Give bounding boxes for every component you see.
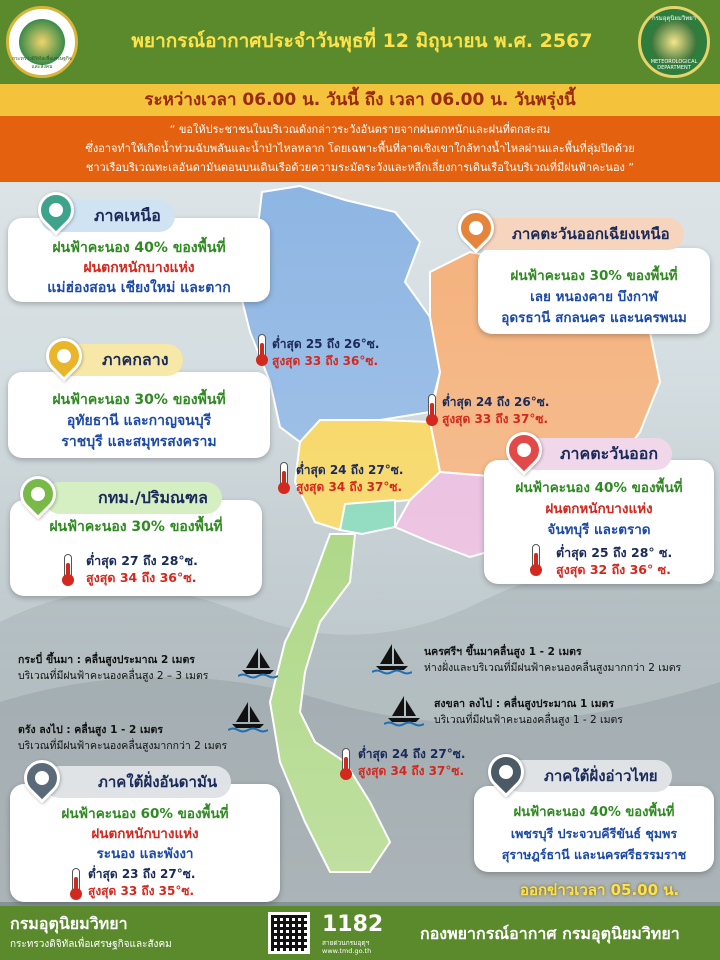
sea-krabi (18, 652, 208, 684)
east-heavy-rain: ฝนตกหนักบางแห่ง (545, 501, 653, 517)
central-temp-high: สูงสุด 34 ถึง 37°ซ. (296, 480, 403, 494)
bangkok-temperature (86, 552, 198, 586)
footer-division: กองพยากรณ์อากาศ กรมอุตุนิยมวิทยา (420, 924, 680, 943)
sea-krabi-title: กระบี่ ขึ้นมา : คลื่นสูงประมาณ 2 เมตร (18, 654, 195, 666)
south-west-rain: ฝนฟ้าคะนอง 60% ของพื้นที่ (61, 806, 229, 822)
thermometer-icon (342, 748, 350, 776)
south-west-temp-high: สูงสุด 33 ถึง 35°ซ. (88, 884, 195, 898)
northeast-temp-high: สูงสุด 33 ถึง 37°ซ. (442, 412, 549, 426)
sailboat-icon (228, 700, 268, 734)
south-east-areas-2: สุราษฎร์ธานี และนครศรีธรรมราช (501, 847, 687, 862)
sailboat-icon (372, 642, 412, 676)
warning-notice (0, 116, 720, 182)
east-areas: จันทบุรี และตราด (547, 522, 651, 538)
north-areas: แม่ฮ่องสอน เชียงใหม่ และตาก (47, 280, 231, 296)
sea-krabi-detail: บริเวณที่มีฝนฟ้าคะนองคลื่นสูง 2 – 3 เมตร (18, 670, 209, 682)
hotline-caption (322, 939, 371, 955)
thermometer-icon (428, 394, 436, 422)
hotline-caption-1: สายด่วนกรมอุตุฯ (322, 939, 370, 947)
thermometer-icon (532, 544, 540, 572)
northeast-areas-1: เลย หนองคาย บึงกาฬ (530, 289, 658, 305)
north-temperature (272, 336, 379, 370)
east-rain: ฝนฟ้าคะนอง 40% ของพื้นที่ (515, 480, 683, 496)
south-east-label: ภาคใต้ฝั่งอ่าวไทย (504, 760, 672, 792)
hotline-website[interactable]: www.tmd.go.th (322, 947, 372, 955)
warning-line-3: ชาวเรือบริเวณทะเลอันดามันตอนบนเดินเรือด้วยความระมัดระวังและหลีกเลี่ยงการเดินเรือในบริเวณที่มีฝนฟ้าคะนอง ” (85, 161, 635, 174)
south-west-temperature (88, 866, 195, 900)
ministry-logo-label: กระทรวงดิจิทัลเพื่อเศรษฐกิจและสังคม (12, 56, 72, 70)
footer-bar (0, 906, 720, 960)
hotline-number: 1182 (322, 912, 384, 937)
sailboat-icon (384, 694, 424, 728)
south-west-temp-low: ต่ำสุด 23 ถึง 27°ซ. (88, 867, 196, 881)
northeast-temp-low: ต่ำสุด 24 ถึง 26°ซ. (442, 395, 550, 409)
bangkok-rain: ฝนฟ้าคะนอง 30% ของพื้นที่ (49, 519, 223, 535)
qr-code-icon[interactable] (268, 912, 310, 954)
bangkok-temp-high: สูงสุด 34 ถึง 36°ซ. (86, 570, 197, 585)
header-bar (0, 0, 720, 84)
footer-ministry: กระทรวงดิจิทัลเพื่อเศรษฐกิจและสังคม (10, 939, 172, 950)
north-temp-high: สูงสุด 33 ถึง 36°ซ. (272, 354, 379, 368)
footer-department: กรมอุตุนิยมวิทยา (10, 914, 128, 933)
thermometer-icon (72, 868, 80, 896)
south-east-card (474, 786, 714, 872)
bangkok-label: กทม./ปริมณฑล (44, 482, 222, 514)
bangkok-temp-low: ต่ำสุด 27 ถึง 28°ซ. (86, 553, 198, 568)
thermometer-icon (280, 462, 288, 490)
tmd-logo-label: METEOROLOGICAL DEPARTMENT (650, 59, 698, 71)
sea-songkhla (434, 696, 623, 728)
south-west-areas: ระนอง และพังงา (96, 846, 194, 862)
thermometer-icon (64, 554, 72, 582)
east-temp-low: ต่ำสุด 25 ถึง 28° ซ. (556, 545, 673, 560)
central-areas-2: ราชบุรี และสมุทรสงคราม (61, 434, 217, 450)
northeast-rain: ฝนฟ้าคะนอง 30% ของพื้นที่ (510, 268, 678, 284)
central-rain: ฝนฟ้าคะนอง 30% ของพื้นที่ (52, 392, 226, 408)
northeast-temperature (442, 394, 549, 428)
south-west-heavy-rain: ฝนตกหนักบางแห่ง (91, 826, 199, 842)
central-label: ภาคกลาง (48, 344, 183, 376)
issued-time: ออกข่าวเวลา 05.00 น. (520, 881, 680, 899)
page-title: พยากรณ์อากาศประจำวันพุธที่ 12 มิถุนายน พ.ศ. 2567 (131, 30, 593, 52)
sea-trang (18, 722, 227, 754)
east-temperature (556, 544, 672, 578)
sea-songkhla-title: สงขลา ลงไป : คลื่นสูงประมาณ 1 เมตร (434, 698, 614, 710)
south-east-temperature (358, 746, 465, 780)
tmd-logo (638, 6, 710, 78)
south-east-rain: ฝนฟ้าคะนอง 40% ของพื้นที่ (513, 805, 675, 820)
warning-line-1: “ ขอให้ประชาชนในบริเวณดังกล่าวระวังอันตรายจากฝนตกหนักและฝนที่ตกสะสม (169, 123, 551, 136)
sea-trang-detail: บริเวณที่มีฝนฟ้าคะนองคลื่นสูงมากกว่า 2 เมตร (18, 740, 228, 752)
south-west-label: ภาคใต้ฝั่งอันดามัน (44, 766, 231, 798)
north-rain: ฝนฟ้าคะนอง 40% ของพื้นที่ (52, 240, 226, 256)
north-heavy-rain: ฝนตกหนักบางแห่ง (83, 260, 195, 276)
sea-nakhon-title: นครศรีฯ ขึ้นมาคลื่นสูง 1 - 2 เมตร (424, 646, 582, 658)
east-temp-high: สูงสุด 32 ถึง 36° ซ. (556, 562, 671, 577)
central-temp-low: ต่ำสุด 24 ถึง 27°ซ. (296, 463, 404, 477)
south-east-temp-high: สูงสุด 34 ถึง 37°ซ. (358, 764, 465, 778)
central-card (8, 372, 270, 458)
ministry-logo (6, 6, 78, 78)
sea-nakhon-detail: ห่างฝั่งและบริเวณที่มีฝนฟ้าคะนองคลื่นสูงมากกว่า 2 เมตร (424, 662, 682, 674)
south-east-temp-low: ต่ำสุด 24 ถึง 27°ซ. (358, 747, 466, 761)
sailboat-icon (238, 646, 278, 680)
north-label: ภาคเหนือ (40, 200, 175, 232)
warning-line-2: ซึ่งอาจทำให้เกิดน้ำท่วมฉับพลันและน้ำป่าไหลหลาก โดยเฉพาะพื้นที่ลาดเชิงเขาใกล้ทางน้ำไหลผ่านและพื้นที่ลุ่มปิดด้วย (85, 142, 635, 155)
sea-nakhon (424, 644, 681, 676)
thermometer-icon (258, 334, 266, 362)
northeast-areas-2: อุดรธานี สกลนคร และนครพนม (501, 310, 687, 326)
south-east-areas-1: เพชรบุรี ประจวบคีรีขันธ์ ชุมพร (510, 826, 678, 841)
northeast-card (478, 248, 710, 334)
forecast-period: ระหว่างเวลา 06.00 น. วันนี้ ถึง เวลา 06.00 น. วันพรุ่งนี้ (0, 84, 720, 116)
north-temp-low: ต่ำสุด 25 ถึง 26°ซ. (272, 337, 380, 351)
east-label: ภาคตะวันออก (520, 438, 672, 470)
central-temperature (296, 462, 403, 496)
sea-songkhla-detail: บริเวณที่มีฝนฟ้าคะนองคลื่นสูง 1 - 2 เมตร (434, 714, 623, 726)
northeast-label: ภาคตะวันออกเฉียงเหนือ (464, 218, 684, 250)
tmd-logo-top-label: กรมอุตุนิยมวิทยา (651, 15, 697, 22)
central-areas-1: อุทัยธานี และกาญจนบุรี (66, 413, 212, 429)
sea-trang-title: ตรัง ลงไป : คลื่นสูง 1 - 2 เมตร (18, 724, 163, 736)
map-area (0, 182, 720, 902)
